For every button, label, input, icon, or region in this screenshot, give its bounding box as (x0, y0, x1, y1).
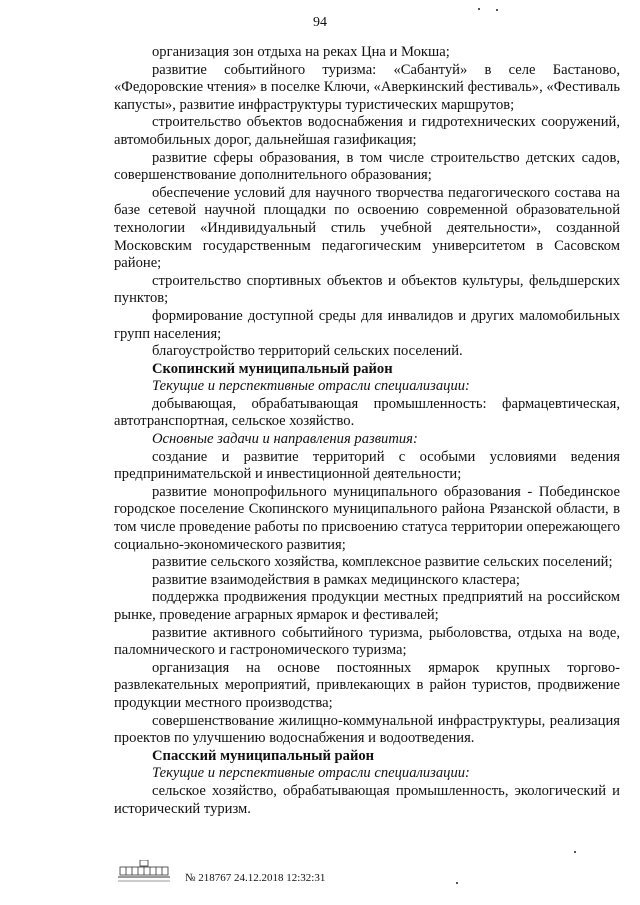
paragraph: организация зон отдыха на реках Цна и Мокша; (152, 44, 450, 60)
section-heading: Спасский муниципальный район (152, 747, 375, 764)
page-number: 94 (313, 15, 327, 30)
document-id: № 218767 24.12.2018 12:32:31 (185, 872, 326, 884)
scan-speck (456, 882, 458, 884)
paragraph: развитие событийного туризма: «Сабантуй» в селе Бастаново, «Федоровские чтения» в поселке Ключи, «Аверкинский фестиваль», «Фестиваль капусты», развитие инфраструктуры туристических маршрутов; (114, 61, 620, 113)
section-subheading: Текущие и перспективные отрасли специализации: (152, 378, 470, 395)
paragraph: добывающая, обрабатывающая промышленность: фармацевтическая, автотранспортная, сельское хозяйство. (114, 395, 620, 430)
scan-speck (574, 851, 576, 853)
paragraph: сельское хозяйство, обрабатывающая промышленность, экологический и исторический туризм. (114, 782, 620, 817)
paragraph: развитие монопрофильного муниципального образования - Побединское городское поселение Скопинского муниципального района Рязанской области, в том числе проведение работы по присвоению статуса территории опережающего социально-экономического развития; (114, 483, 620, 553)
scan-speck (496, 9, 498, 11)
paragraph: формирование доступной среды для инвалидов и других маломобильных групп населения; (114, 307, 620, 342)
government-emblem-icon (116, 860, 172, 884)
scan-speck (478, 8, 480, 10)
paragraph: развитие сферы образования, в том числе строительство детских садов, совершенствование дополнительного образования; (114, 149, 620, 184)
paragraph: создание и развитие территорий с особыми условиями ведения предпринимательской и инвестиционной деятельности; (114, 448, 620, 483)
section-heading: Скопинский муниципальный район (152, 360, 393, 377)
paragraph: строительство объектов водоснабжения и гидротехнических сооружений, автомобильных дорог, дальнейшая газификация; (114, 114, 620, 148)
paragraph: развитие активного событийного туризма, рыболовства, отдыха на воде, паломнического и гастрономического туризма; (114, 624, 620, 659)
paragraph: развитие взаимодействия в рамках медицинского кластера; (152, 571, 520, 588)
paragraph: совершенствование жилищно-коммунальной инфраструктуры, реализация проектов по улучшению водоснабжения и водоотведения. (114, 712, 620, 747)
paragraph: развитие сельского хозяйства, комплексное развитие сельских поселений; (152, 554, 613, 571)
paragraph: организация на основе постоянных ярмарок крупных торгово-развлекательных мероприятий, привлекающих в район туристов, продвижение продукции местного производства; (114, 659, 620, 711)
paragraph: обеспечение условий для научного творчества педагогического состава на базе сетевой научной площадки по освоению современной образовательной технологии «Индивидуальный стиль учебной деятельности», созданной Московским государственным педагогическим университетом в Сасовском районе; (114, 184, 620, 272)
paragraph: благоустройство территорий сельских поселений. (152, 343, 463, 360)
paragraph: поддержка продвижения продукции местных предприятий на российском рынке, проведение аграрных ярмарок и фестивалей; (114, 589, 620, 623)
paragraph: строительство спортивных объектов и объектов культуры, фельдшерских пунктов; (114, 272, 620, 307)
section-subheading: Текущие и перспективные отрасли специализации: (152, 765, 470, 782)
document-body (114, 44, 620, 818)
section-subheading: Основные задачи и направления развития: (152, 431, 418, 448)
